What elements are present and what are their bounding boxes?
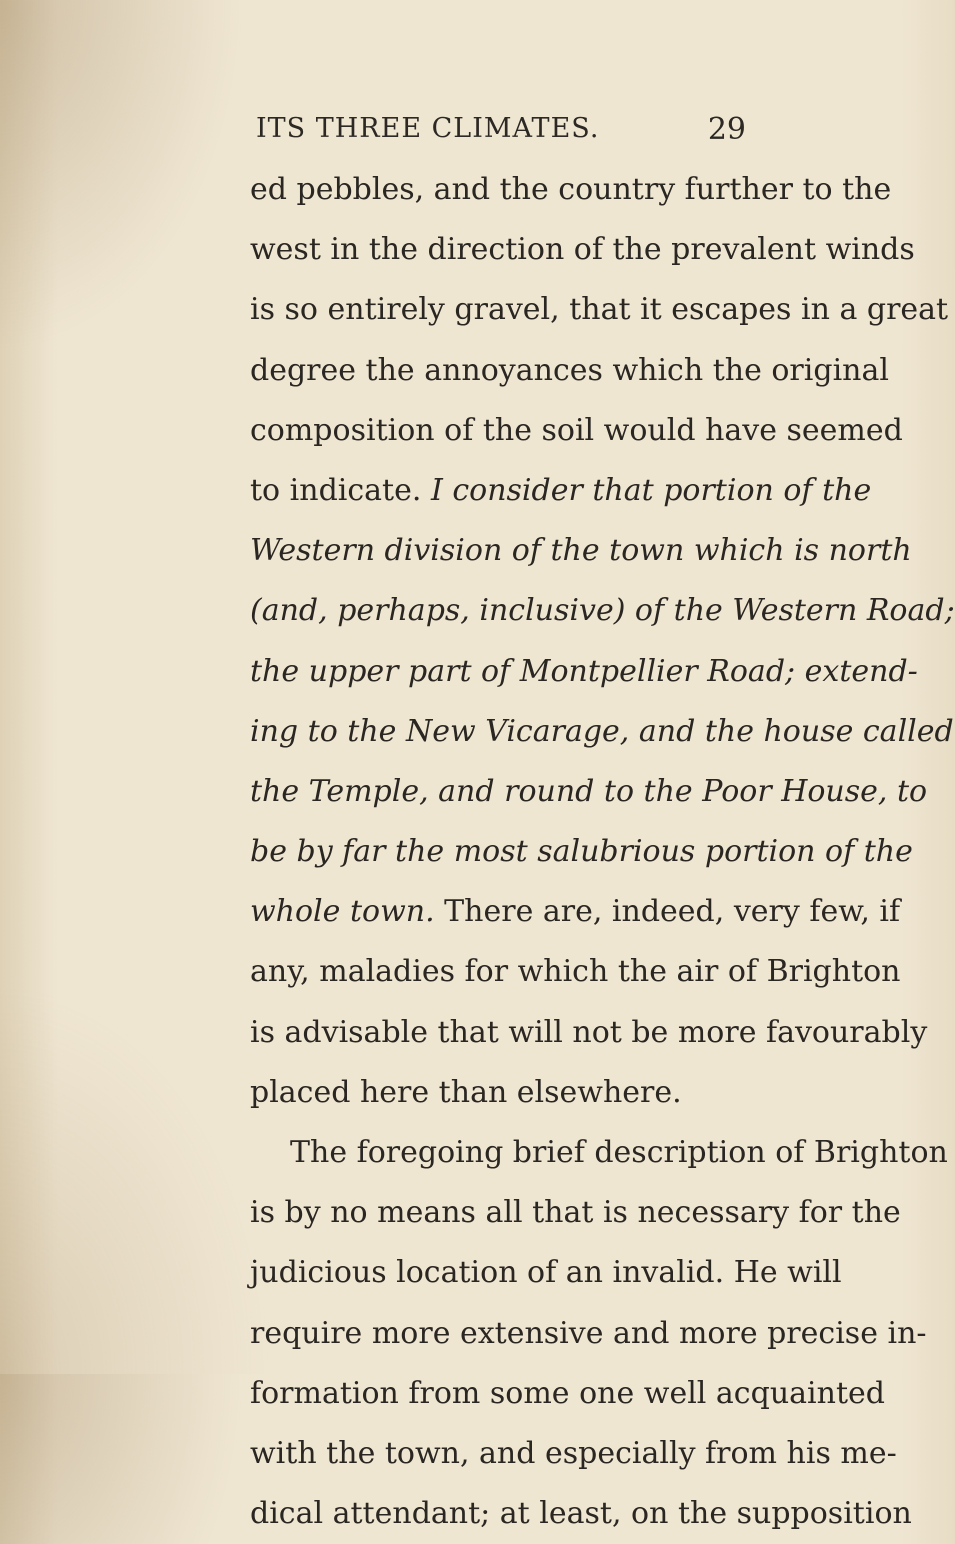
text-line bbox=[250, 882, 901, 942]
text-line bbox=[250, 1183, 901, 1243]
text-segment: require more extensive and more precise in- bbox=[250, 1315, 927, 1351]
text-segment: with the town, and especially from his me- bbox=[250, 1435, 897, 1471]
running-title: ITS THREE CLIMATES. bbox=[256, 112, 600, 144]
italic-text-segment: be by far the most salubrious portion of the bbox=[250, 834, 913, 870]
running-head bbox=[256, 108, 746, 148]
text-line bbox=[250, 461, 872, 521]
text-segment: There are, indeed, very few, if bbox=[434, 894, 901, 930]
text-line bbox=[250, 1243, 842, 1303]
text-line bbox=[250, 1304, 927, 1364]
italic-text-segment: Western division of the town which is north bbox=[250, 533, 912, 569]
text-segment: to indicate. bbox=[250, 472, 431, 508]
text-segment: The foregoing brief description of Brighton bbox=[290, 1135, 948, 1170]
text-line bbox=[250, 581, 955, 641]
text-line bbox=[250, 1484, 912, 1544]
text-segment: any, maladies for which the air of Brighton bbox=[250, 954, 901, 990]
text-line bbox=[250, 521, 912, 581]
text-segment: is so entirely gravel, that it escapes in a great bbox=[250, 292, 949, 328]
text-line bbox=[250, 280, 949, 340]
italic-text-segment: ing to the New Vicarage, and the house called bbox=[250, 713, 954, 749]
italic-text-segment: the upper part of Montpellier Road; extend- bbox=[250, 653, 918, 689]
text-segment: dical attendant; at least, on the supposition bbox=[250, 1496, 912, 1532]
text-line bbox=[250, 160, 892, 220]
text-line bbox=[250, 762, 928, 822]
text-segment: is by no means all that is necessary for the bbox=[250, 1195, 901, 1231]
page-number: 29 bbox=[707, 112, 746, 147]
text-line bbox=[250, 1063, 690, 1123]
text-line bbox=[250, 1424, 897, 1484]
body-text bbox=[250, 160, 955, 1544]
text-segment: formation from some one well acquainted bbox=[250, 1375, 885, 1411]
italic-text-segment: I consider that portion of the bbox=[430, 472, 872, 508]
text-line bbox=[250, 942, 901, 1002]
text-segment: placed here than elsewhere. bbox=[250, 1074, 682, 1110]
text-line bbox=[250, 220, 915, 280]
text-segment: judicious location of an invalid. He will bbox=[250, 1255, 842, 1291]
italic-text-segment: (and, perhaps, inclusive) of the Western Road; bbox=[250, 593, 955, 629]
text-segment: is advisable that will not be more favourably bbox=[250, 1014, 928, 1050]
text-line bbox=[250, 642, 918, 702]
text-line bbox=[250, 702, 954, 762]
text-line bbox=[250, 401, 903, 461]
text-segment: ed pebbles, and the country further to the bbox=[250, 172, 892, 207]
text-line bbox=[250, 822, 913, 882]
text-line bbox=[250, 1364, 885, 1424]
text-segment: west in the direction of the prevalent winds bbox=[250, 232, 915, 268]
italic-text-segment: the Temple, and round to the Poor House, to bbox=[250, 773, 928, 809]
text-line bbox=[250, 341, 889, 401]
text-segment: degree the annoyances which the original bbox=[250, 352, 889, 388]
text-line bbox=[250, 1003, 928, 1063]
text-line bbox=[250, 1123, 948, 1183]
italic-text-segment: whole town. bbox=[250, 894, 435, 930]
text-segment: composition of the soil would have seemed bbox=[250, 412, 903, 448]
